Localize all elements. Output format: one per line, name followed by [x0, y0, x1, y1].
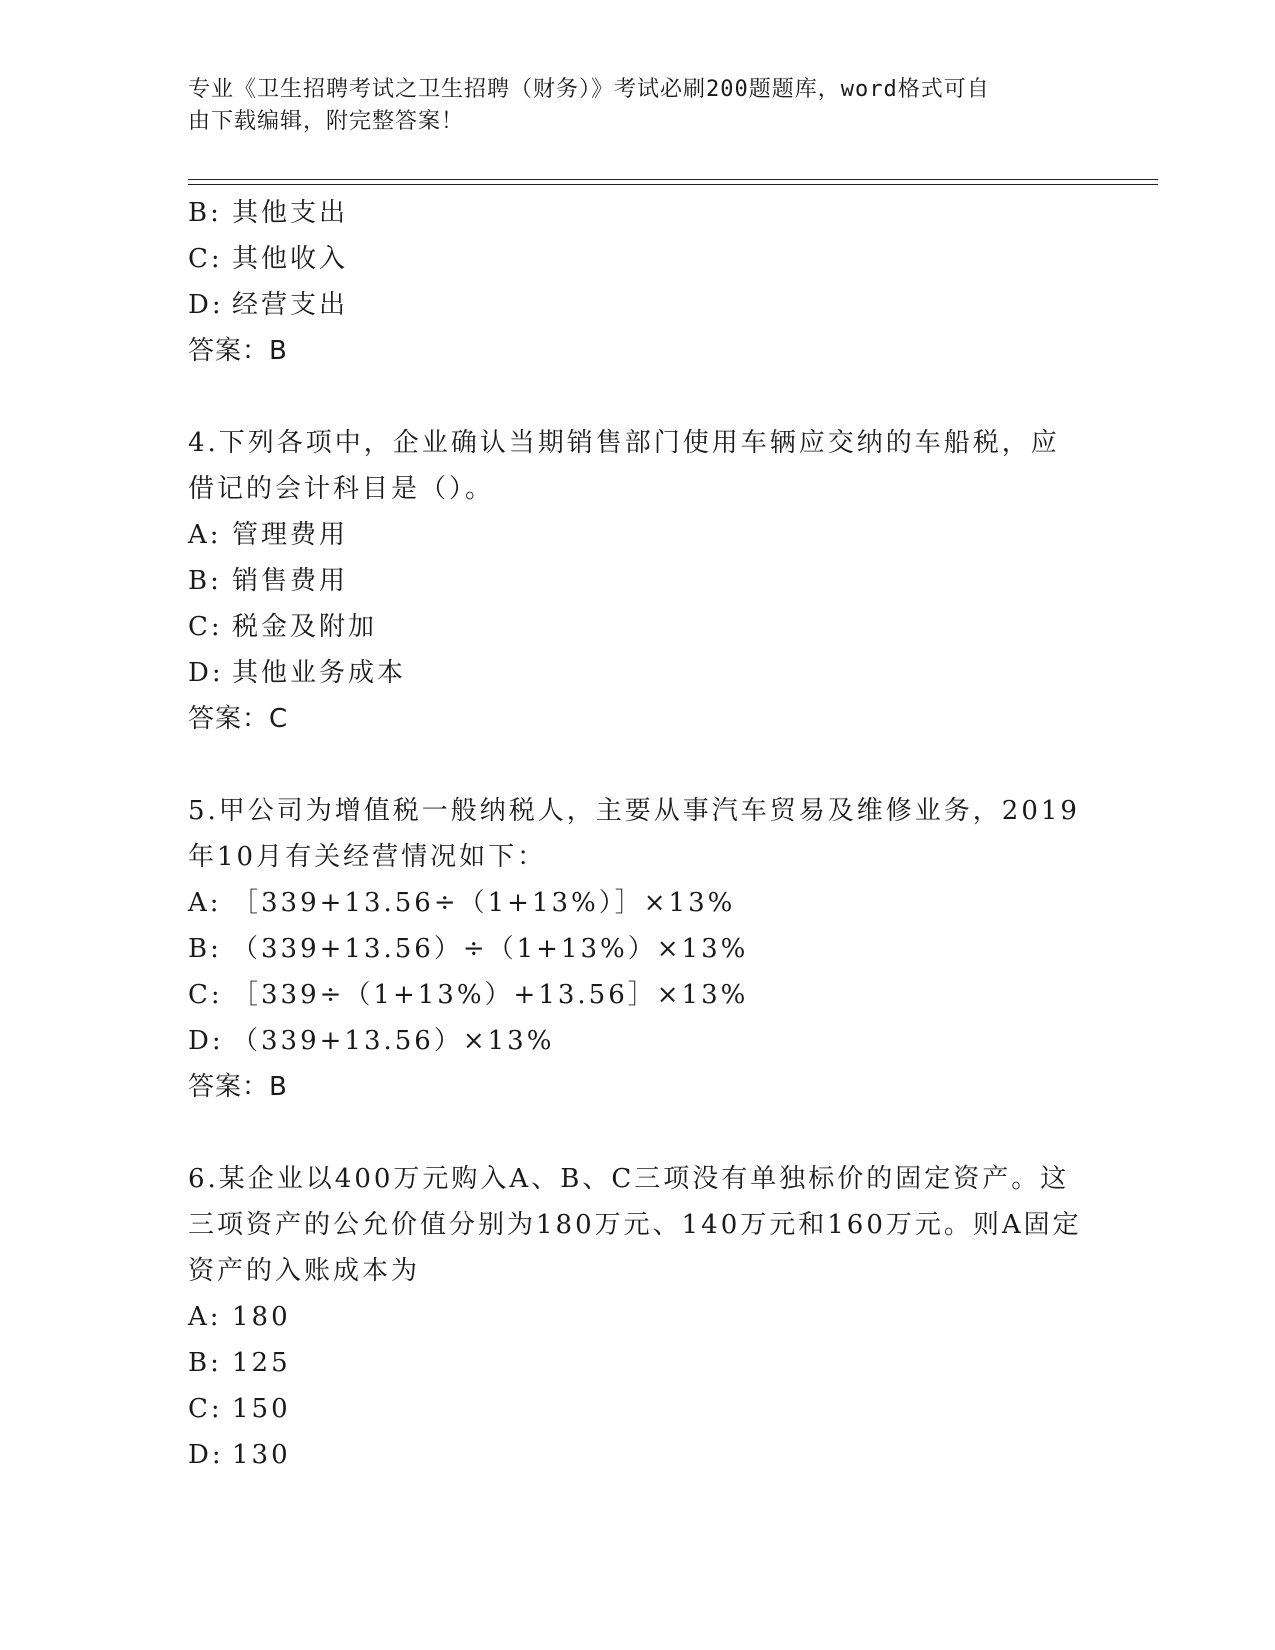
- question-stem-line: 资产的入账成本为: [188, 1256, 421, 1286]
- option-key: D:: [188, 1026, 224, 1056]
- option-key: B:: [188, 934, 222, 964]
- option-text: 管理费用: [232, 520, 349, 550]
- option-text: 销售费用: [232, 566, 349, 596]
- question-3-continuation: [188, 190, 1088, 374]
- option-text: 150: [232, 1394, 291, 1424]
- option-text: （339+13.56）÷（1+13%）×13%: [232, 934, 749, 964]
- option-key: A:: [188, 1302, 222, 1332]
- option-row: [188, 236, 1088, 282]
- option-text: 税金及附加: [232, 612, 378, 642]
- option-key: B:: [188, 566, 222, 596]
- header-line-2: 由下载编辑，附完整答案！: [188, 109, 465, 134]
- option-row: [188, 972, 1088, 1018]
- question-5: [188, 788, 1088, 1110]
- option-text: 其他收入: [232, 244, 349, 274]
- option-text: （339+13.56）×13%: [232, 1026, 555, 1056]
- option-row: [188, 650, 1088, 696]
- answer-line: 答案：C: [188, 704, 289, 734]
- header-line-1: 专业《卫生招聘考试之卫生招聘（财务）》考试必刷200题题库，word格式可自: [188, 77, 990, 102]
- option-text: 125: [232, 1348, 291, 1378]
- option-row: [188, 1294, 1088, 1340]
- option-key: B:: [188, 198, 222, 228]
- option-key: A:: [188, 520, 222, 550]
- option-row: [188, 1340, 1088, 1386]
- question-stem-line: 借记的会计科目是（）。: [188, 474, 495, 504]
- question-stem-line: 三项资产的公允价值分别为180万元、140万元和160万元。则A固定: [188, 1210, 1082, 1240]
- option-text: 130: [232, 1440, 291, 1470]
- question-stem-line: 年10月有关经营情况如下：: [188, 842, 547, 872]
- option-text: 180: [232, 1302, 291, 1332]
- option-row: [188, 190, 1088, 236]
- option-row: [188, 604, 1088, 650]
- question-content: [188, 190, 1088, 1478]
- option-row: [188, 1386, 1088, 1432]
- option-row: [188, 558, 1088, 604]
- option-text: ［339+13.56÷（1+13%）］×13%: [232, 888, 736, 918]
- option-key: D:: [188, 658, 224, 688]
- question-stem-line: 4.下列各项中，企业确认当期销售部门使用车辆应交纳的车船税，应: [188, 428, 1060, 458]
- option-row: [188, 880, 1088, 926]
- question-stem-line: 6.某企业以400万元购入A、B、C三项没有单独标价的固定资产。这: [188, 1164, 1070, 1194]
- option-key: A:: [188, 888, 222, 918]
- option-text: ［339÷（1+13%）+13.56］×13%: [232, 980, 749, 1010]
- option-key: C:: [188, 244, 223, 274]
- option-key: D:: [188, 1440, 224, 1470]
- option-key: B:: [188, 1348, 222, 1378]
- option-text: 其他支出: [232, 198, 349, 228]
- option-row: [188, 282, 1088, 328]
- option-row: [188, 1432, 1088, 1478]
- document-header: [188, 74, 1078, 138]
- header-rule-bottom: [188, 184, 1158, 185]
- option-row: [188, 926, 1088, 972]
- option-row: [188, 512, 1088, 558]
- question-4: [188, 420, 1088, 742]
- header-rule-top: [188, 179, 1158, 180]
- question-6: [188, 1156, 1088, 1478]
- option-key: C:: [188, 1394, 223, 1424]
- option-row: [188, 1018, 1088, 1064]
- question-stem-line: 5.甲公司为增值税一般纳税人，主要从事汽车贸易及维修业务，2019: [188, 796, 1080, 826]
- option-key: D:: [188, 290, 224, 320]
- answer-line: 答案：B: [188, 336, 288, 366]
- answer-line: 答案：B: [188, 1072, 288, 1102]
- option-text: 经营支出: [232, 290, 349, 320]
- option-key: C:: [188, 980, 223, 1010]
- option-key: C:: [188, 612, 223, 642]
- option-text: 其他业务成本: [232, 658, 407, 688]
